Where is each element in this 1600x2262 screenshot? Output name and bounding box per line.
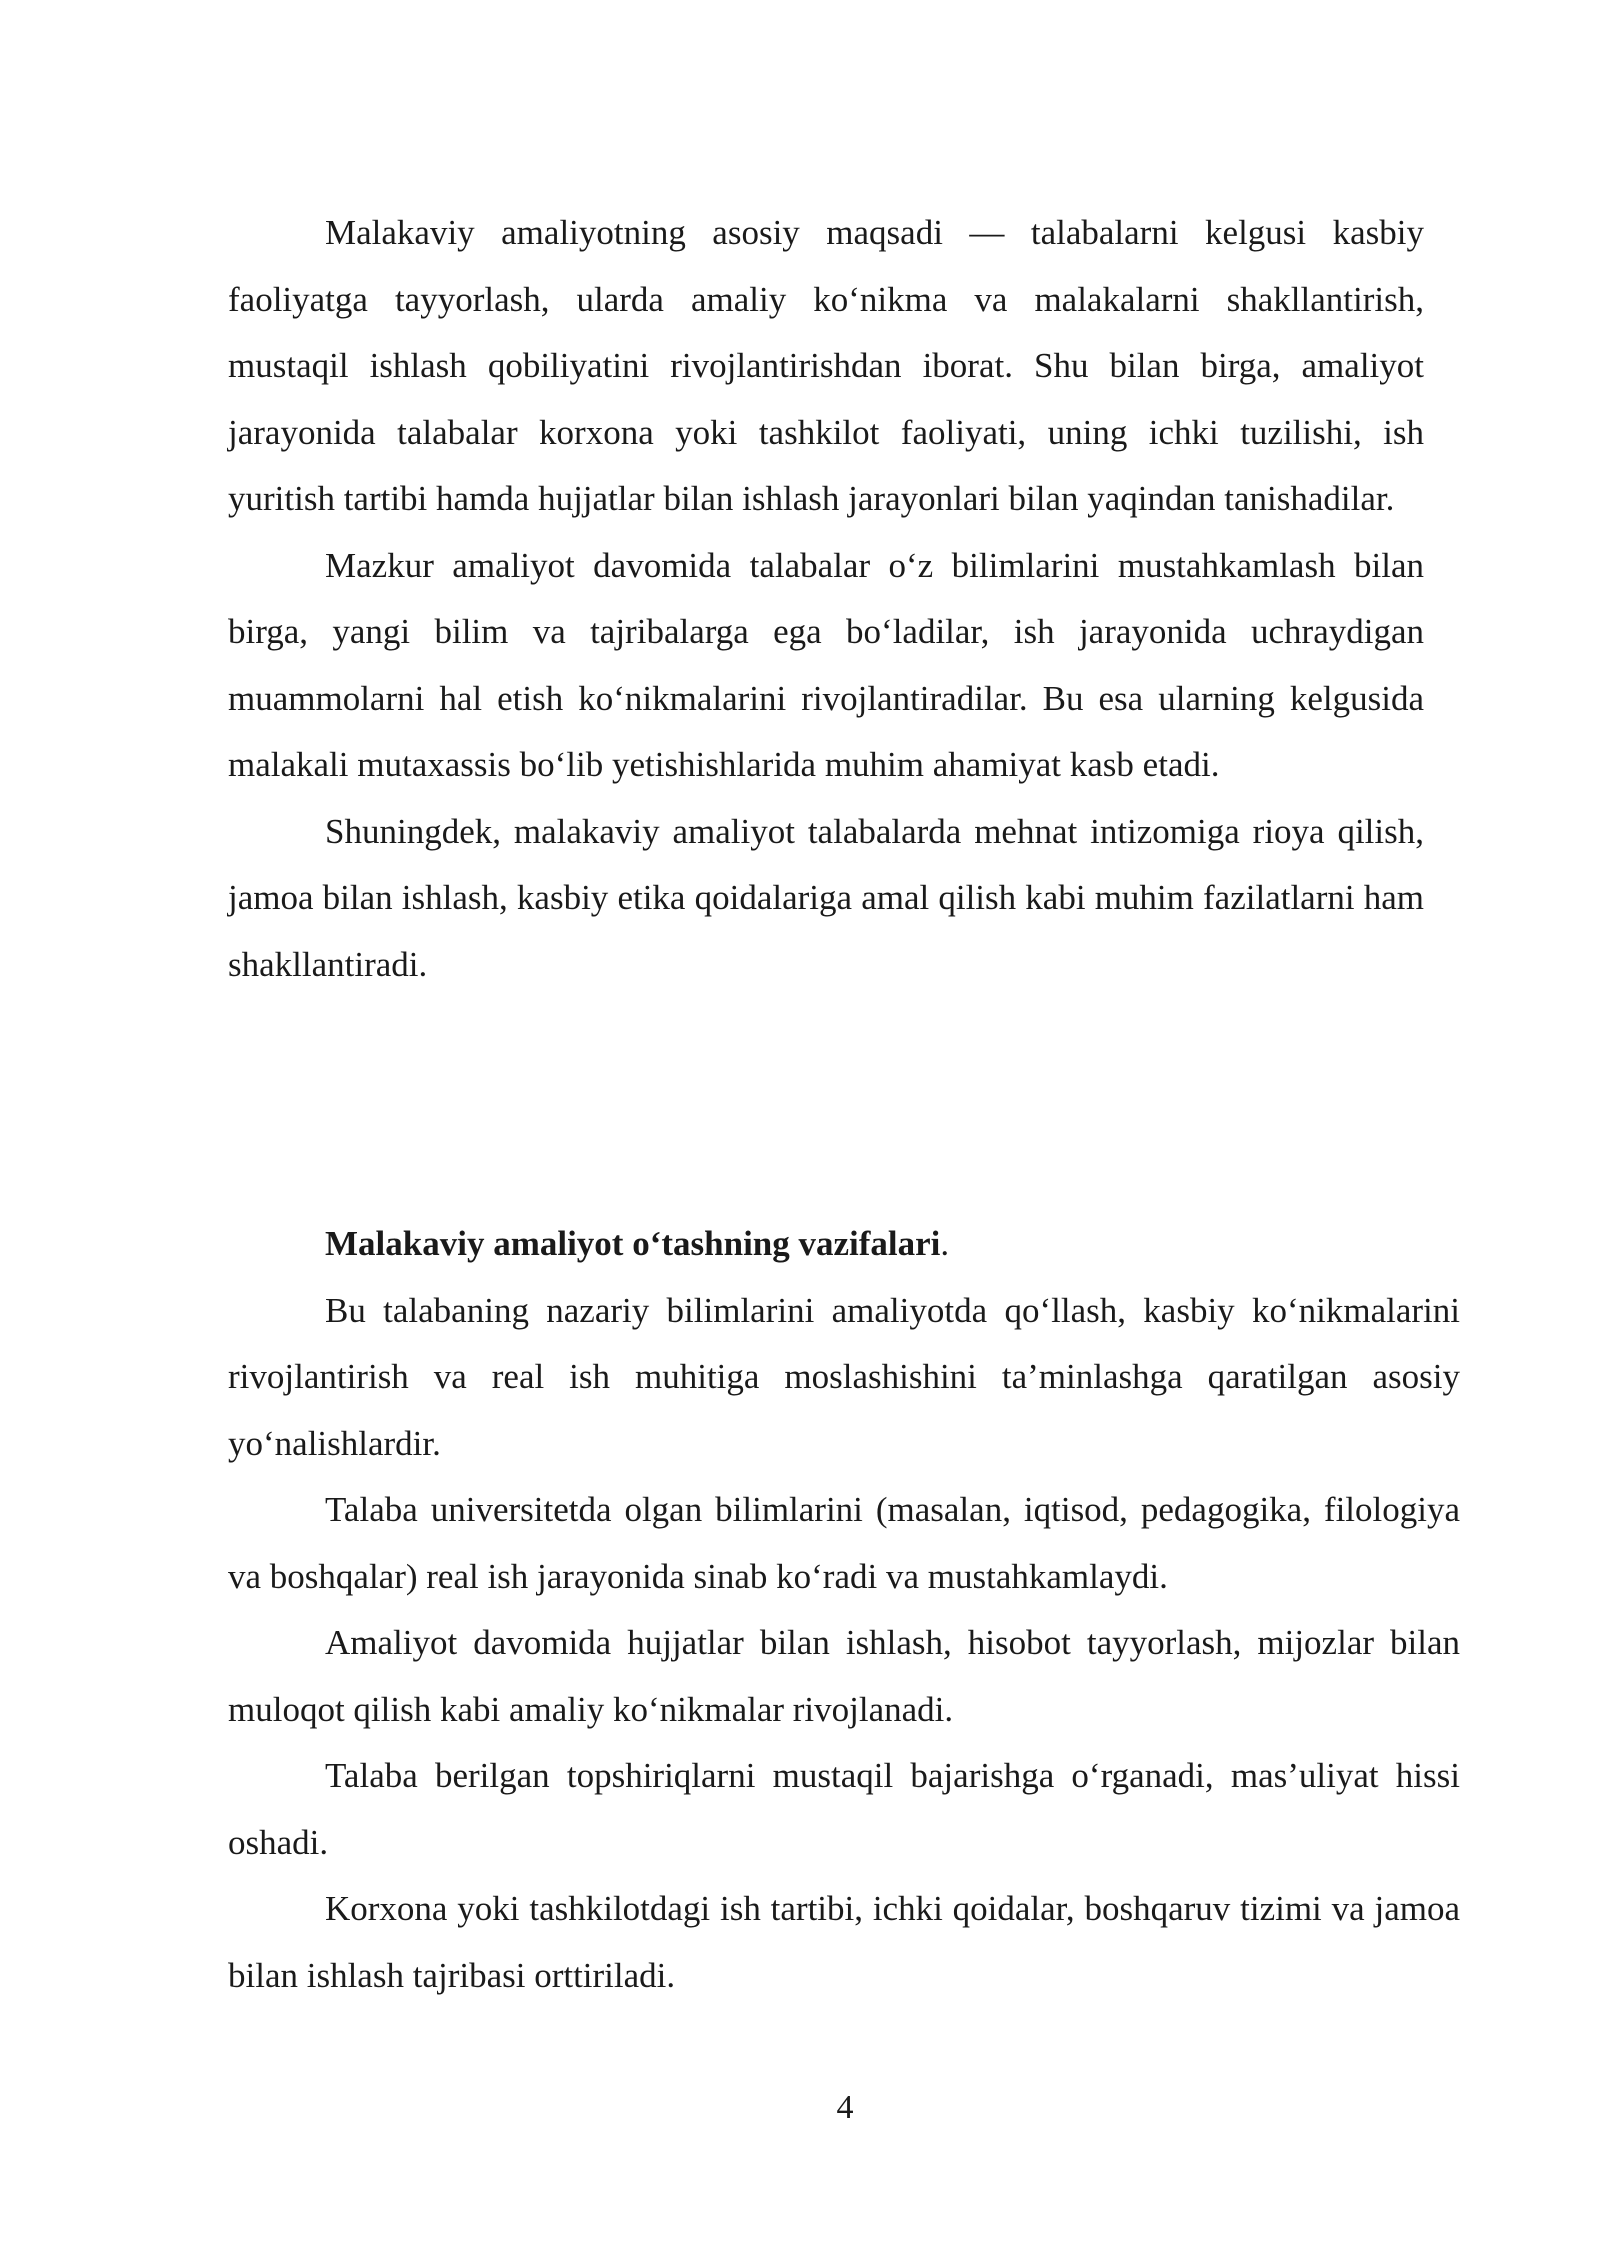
section-heading [325,1211,1460,1278]
intro-section [228,200,1424,998]
section-heading-text: Malakaviy amaliyot o‘tashning vazifalari [325,1224,941,1263]
tasks-paragraph-1: Bu talabaning nazariy bilimlarini amaliyotda qo‘llash, kasbiy ko‘nikmalarini rivojlantirish va real ish muhitiga moslashishini ta’minlashga qaratilgan asosiy yo‘nalishlardir. [228,1290,1460,1463]
intro-paragraph-3: Shuningdek, malakaviy amaliyot talabalarda mehnat intizomiga rioya qilish, jamoa bilan ishlash, kasbiy etika qoidalariga amal qilish kabi muhim fazilatlarni ham shakllantiradi. [228,811,1424,984]
intro-paragraph-1: Malakaviy amaliyotning asosiy maqsadi — talabalarni kelgusi kasbiy faoliyatga tayyorlash, ularda amaliy ko‘nikma va malakalarni shakllantirish, mustaqil ishlash qobiliyatini rivojlantirishdan iborat. Shu bilan birga, amaliyot jarayonida talabalar korxona yoki tashkilot faoliyati, uning ichki tuzilishi, ish yuritish tartibi hamda hujjatlar bilan ishlash jarayonlari bilan yaqindan tanishadilar. [228,213,1424,518]
tasks-paragraph-2: Talaba universitetda olgan bilimlarini (masalan, iqtisod, pedagogika, filologiya va boshqalar) real ish jarayonida sinab ko‘radi va mustahkamlaydi. [228,1490,1460,1596]
intro-paragraph-2: Mazkur amaliyot davomida talabalar o‘z bilimlarini mustahkamlash bilan birga, yangi bilim va tajribalarga ega bo‘ladilar, ish jarayonida uchraydigan muammolarni hal etish ko‘nikmalarini rivojlantiradilar. Bu esa ularning kelgusida malakali mutaxassis bo‘lib yetishishlarida muhim ahamiyat kasb etadi. [228,545,1424,784]
section-heading-punctuation: . [940,1224,950,1263]
tasks-paragraph-3: Amaliyot davomida hujjatlar bilan ishlash, hisobot tayyorlash, mijozlar bilan muloqot qilish kabi amaliy ko‘nikmalar rivojlanadi. [228,1623,1460,1729]
tasks-paragraph-5: Korxona yoki tashkilotdagi ish tartibi, ichki qoidalar, boshqaruv tizimi va jamoa bilan ishlash tajribasi orttiriladi. [228,1889,1460,1995]
tasks-section [228,1211,1460,2009]
tasks-paragraph-4: Talaba berilgan topshiriqlarni mustaqil bajarishga o‘rganadi, mas’uliyat hissi oshadi. [228,1756,1460,1862]
page-number: 4 [836,2089,854,2126]
